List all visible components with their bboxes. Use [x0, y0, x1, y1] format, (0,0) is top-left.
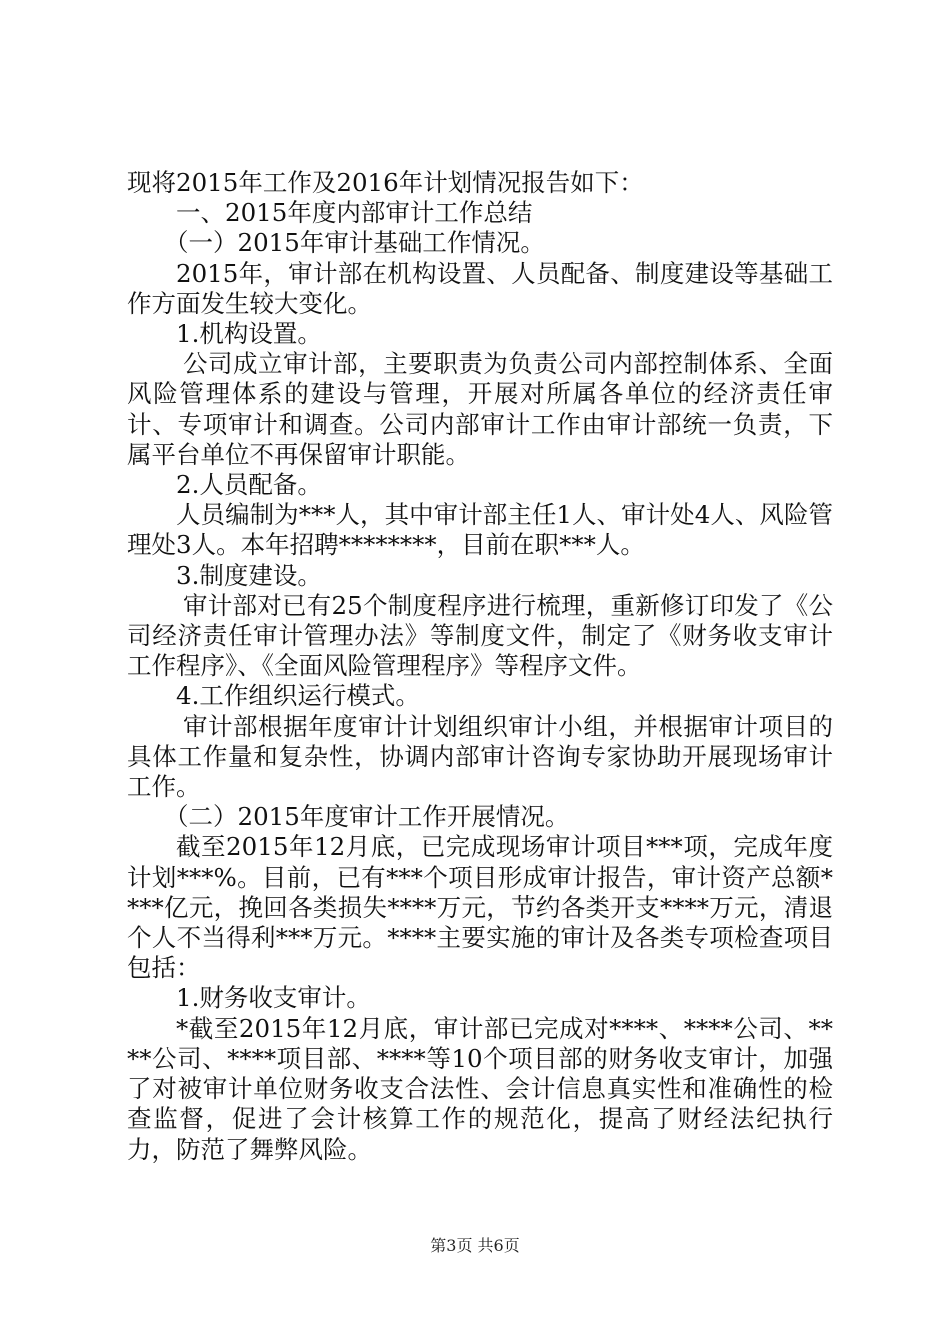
item-heading-staffing: 2.人员配备。 [176, 470, 322, 500]
paragraph-financial-audit: *截至2015年12月底，审计部已完成对****、****公司、****公司、****项目部、****等10个项目部的财务收支审计，加强了对被审计单位财务收支合法性、会计信息真实性和准确性的检查监督，促进了会计核算工作的规范化，提高了财经法纪执行力，防范了舞弊风险。 [127, 1013, 833, 1164]
section-heading-summary: 一、2015年度内部审计工作总结 [176, 198, 533, 228]
paragraph-staffing: 人员编制为***人，其中审计部主任1人、审计处4人、风险管理处3人。本年招聘********，目前在职***人。 [127, 500, 833, 560]
paragraph-audit-progress: 截至2015年12月底，已完成现场审计项目***项，完成年度计划***%。目前，已有***个项目形成审计报告，审计资产总额****亿元，挽回各类损失****万元，节约各类开支****万元，清退个人不当得利***万元。****主要实施的审计及各类专项检查项目包括： [127, 832, 833, 983]
subsection-heading-basic-work: （一）2015年审计基础工作情况。 [164, 228, 545, 258]
subsection-heading-audit-progress: （二）2015年度审计工作开展情况。 [164, 802, 570, 832]
item-heading-operation-mode: 4.工作组织运行模式。 [176, 681, 420, 711]
item-heading-financial-audit: 1.财务收支审计。 [176, 983, 371, 1013]
paragraph-intro: 现将2015年工作及2016年计划情况报告如下： [127, 168, 644, 197]
item-heading-regulations: 3.制度建设。 [176, 560, 322, 590]
paragraph-organization: 公司成立审计部，主要职责为负责公司内部控制体系、全面风险管理体系的建设与管理，开展对所属各单位的经济责任审计、专项审计和调查。公司内部审计工作由审计部统一负责，下属平台单位不再保留审计职能。 [127, 349, 833, 469]
item-heading-organization: 1.机构设置。 [176, 319, 322, 349]
paragraph-operation-mode: 审计部根据年度审计计划组织审计小组，并根据审计项目的具体工作量和复杂性，协调内部审计咨询专家协助开展现场审计工作。 [127, 711, 833, 802]
paragraph-regulations: 审计部对已有25个制度程序进行梳理，重新修订印发了《公司经济责任审计管理办法》等制度文件，制定了《财务收支审计工作程序》、《全面风险管理程序》等程序文件。 [127, 590, 833, 681]
document-body [127, 168, 833, 1165]
paragraph-basic-work: 2015年，审计部在机构设置、人员配备、制度建设等基础工作方面发生较大变化。 [127, 258, 833, 318]
page-number-footer: 第3页 共6页 [430, 1236, 520, 1255]
